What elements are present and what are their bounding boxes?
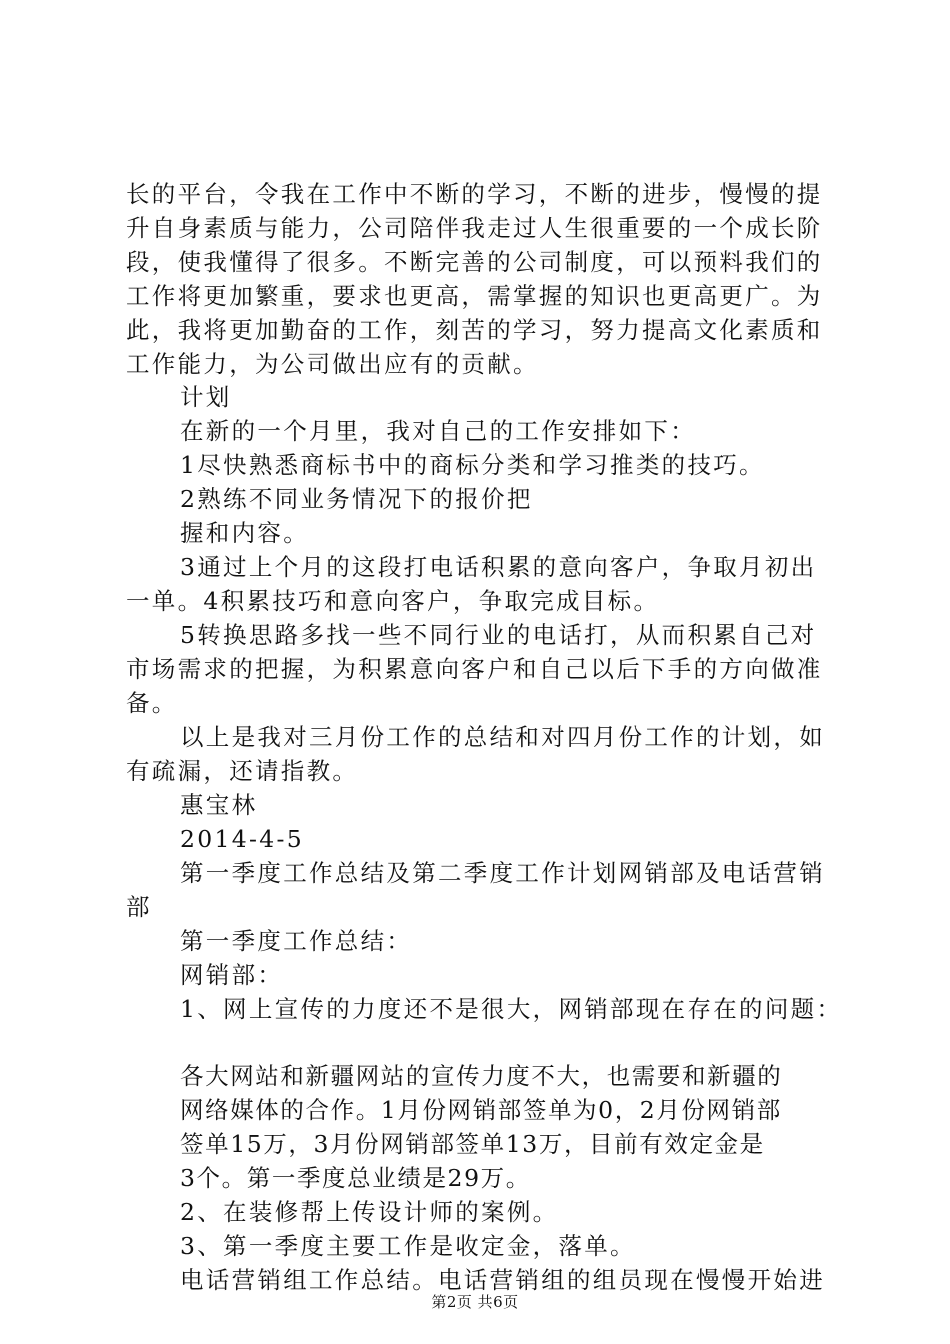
list-item: 1尽快熟悉商标书中的商标分类和学习推类的技巧。 (180, 451, 765, 479)
paragraph-line: 有疏漏，还请指教。 (126, 757, 359, 785)
paragraph-line: 在新的一个月里，我对自己的工作安排如下： (180, 417, 696, 445)
paragraph-line: 段，使我懂得了很多。不断完善的公司制度，可以预料我们的 (126, 248, 823, 276)
paragraph-line: 以上是我对三月份工作的总结和对四月份工作的计划，如 (180, 723, 825, 751)
date-line: 2014-4-5 (180, 825, 304, 853)
paragraph-line: 电话营销组工作总结。电话营销组的组员现在慢慢开始进 (180, 1266, 825, 1294)
list-item: 一单。4积累技巧和意向客户，争取完成目标。 (126, 587, 660, 615)
author-name: 惠宝林 (180, 791, 258, 819)
list-item: 2、在装修帮上传设计师的案例。 (180, 1198, 559, 1226)
report-title: 部 (126, 893, 152, 921)
section-heading: 第一季度工作总结： (180, 927, 413, 955)
list-item: 3、第一季度主要工作是收定金，落单。 (180, 1232, 636, 1260)
paragraph-line: 网络媒体的合作。1月份网销部签单为0，2月份网销部 (180, 1096, 782, 1124)
paragraph-line: 3个。第一季度总业绩是29万。 (180, 1164, 531, 1192)
paragraph-line: 工作能力，为公司做出应有的贡献。 (126, 350, 539, 378)
paragraph-line: 此，我将更加勤奋的工作，刻苦的学习，努力提高文化素质和 (126, 316, 823, 344)
paragraph-line: 签单15万，3月份网销部签单13万，目前有效定金是 (180, 1130, 765, 1158)
page-number: 第2页 共6页 (431, 1293, 519, 1311)
paragraph-line: 长的平台，令我在工作中不断的学习，不断的进步，慢慢的提 (126, 180, 823, 208)
paragraph-line: 升自身素质与能力，公司陪伴我走过人生很重要的一个成长阶 (126, 214, 823, 242)
section-heading: 计划 (180, 383, 232, 411)
list-item: 握和内容。 (180, 519, 309, 547)
paragraph-line: 市场需求的把握，为积累意向客户和自己以后下手的方向做准 (126, 655, 823, 683)
paragraph-line: 各大网站和新疆网站的宣传力度不大，也需要和新疆的 (180, 1062, 783, 1090)
report-title: 第一季度工作总结及第二季度工作计划网销部及电话营销 (180, 859, 825, 887)
paragraph-line: 工作将更加繁重，要求也更高，需掌握的知识也更高更广。为 (126, 282, 823, 310)
list-item: 2熟练不同业务情况下的报价把 (180, 485, 533, 513)
list-item: 3通过上个月的这段打电话积累的意向客户，争取月初出 (180, 553, 817, 581)
list-item: 5转换思路多找一些不同行业的电话打，从而积累自己对 (180, 621, 817, 649)
paragraph-line: 备。 (126, 689, 178, 717)
section-heading: 网销部： (180, 961, 284, 989)
list-item: 1、网上宣传的力度还不是很大，网销部现在存在的问题： (180, 995, 843, 1023)
